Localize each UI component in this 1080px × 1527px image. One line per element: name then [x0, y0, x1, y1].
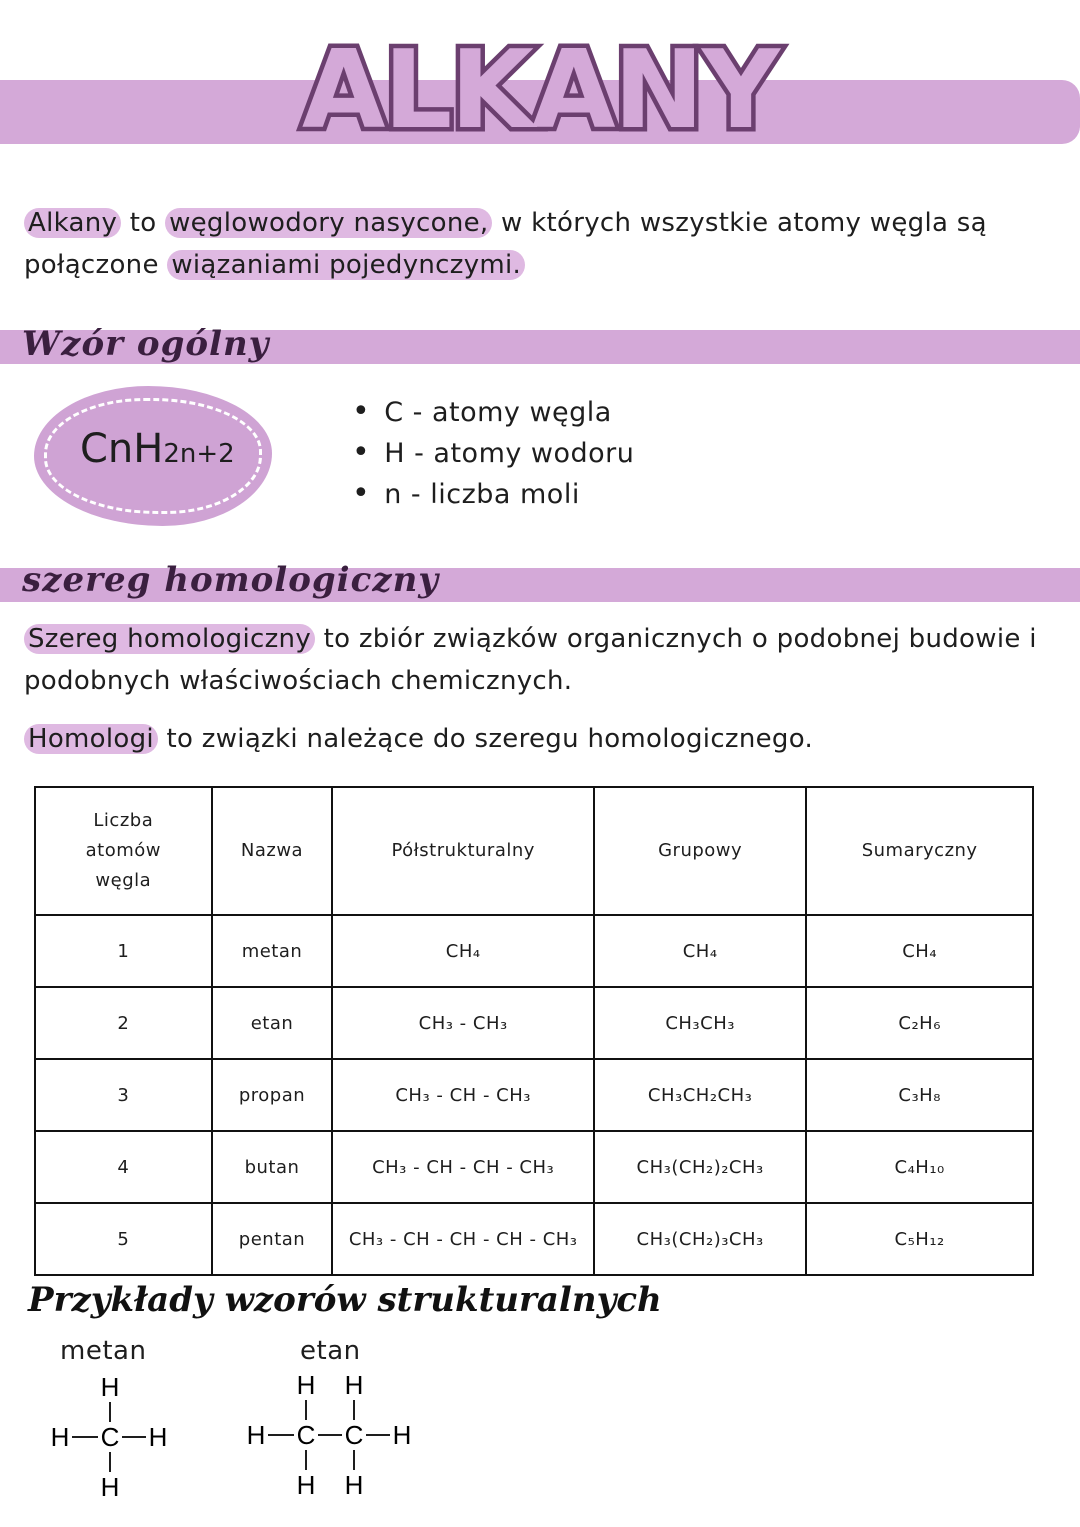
formula-legend [352, 392, 634, 515]
intro-highlight-alkany: Alkany [24, 208, 121, 238]
cell-group: CH₃CH₂CH₃ [594, 1059, 806, 1131]
section-title-homologous-series: szereg homologiczny [22, 560, 440, 600]
cell-group: CH₃(CH₂)₃CH₃ [594, 1203, 806, 1275]
legend-item: • n - liczba moli [352, 474, 634, 515]
general-formula-main: CnH [80, 426, 164, 472]
intro-highlight-bonds: wiązaniami pojedynczymi. [167, 250, 525, 280]
table-row [35, 1203, 1033, 1275]
cell-name: butan [212, 1131, 333, 1203]
atom-h: H [246, 1420, 266, 1450]
table-header-row [35, 787, 1033, 915]
cell-group: CH₃(CH₂)₂CH₃ [594, 1131, 806, 1203]
homologs-definition-text: to związki należące do szeregu homologicznego. [157, 724, 814, 754]
cell-summary: CH₄ [806, 915, 1033, 987]
atom-h: H [344, 1470, 364, 1500]
cell-group: CH₃CH₃ [594, 987, 806, 1059]
header-group: Grupowy [594, 787, 806, 915]
atom-h: H [296, 1370, 316, 1400]
cell-semistructural: CH₄ [332, 915, 594, 987]
atom-c: C [296, 1420, 316, 1450]
intro-text-2: w których wszystkie atomy węgla są połączone [24, 208, 987, 280]
atom-h: H [344, 1370, 364, 1400]
examples-title: Przykłady wzorów strukturalnych [28, 1280, 662, 1320]
table-row [35, 987, 1033, 1059]
cell-summary: C₂H₆ [806, 987, 1033, 1059]
cell-summary: C₅H₁₂ [806, 1203, 1033, 1275]
cell-name: etan [212, 987, 333, 1059]
table-row [35, 1059, 1033, 1131]
header-summary: Sumaryczny [806, 787, 1033, 915]
cell-name: metan [212, 915, 333, 987]
cell-carbon-count: 1 [35, 915, 212, 987]
cell-semistructural: CH₃ - CH₃ [332, 987, 594, 1059]
cell-summary: C₃H₈ [806, 1059, 1033, 1131]
intro-paragraph [24, 202, 1064, 286]
metan-label: metan [60, 1336, 147, 1366]
cell-group: CH₄ [594, 915, 806, 987]
header-carbon-count: Liczba atomów węgla [35, 787, 212, 915]
atom-h: H [100, 1472, 120, 1502]
homologous-definition-text: to zbiór związków organicznych o podobnej budowie i podobnych właściwościach chemicznych. [24, 624, 1037, 696]
table-row [35, 1131, 1033, 1203]
cell-carbon-count: 4 [35, 1131, 212, 1203]
general-formula-subscript: 2n+2 [163, 439, 235, 469]
atom-h: H [392, 1420, 412, 1450]
cell-carbon-count: 3 [35, 1059, 212, 1131]
cell-carbon-count: 2 [35, 987, 212, 1059]
table-row [35, 915, 1033, 987]
formula-blob [34, 386, 272, 526]
legend-item: • C - atomy węgla [352, 392, 634, 433]
cell-semistructural: CH₃ - CH - CH - CH - CH₃ [332, 1203, 594, 1275]
atom-h: H [148, 1422, 168, 1452]
etan-structure [236, 1368, 436, 1508]
cell-semistructural: CH₃ - CH - CH - CH₃ [332, 1131, 594, 1203]
cell-name: pentan [212, 1203, 333, 1275]
atom-h: H [100, 1372, 120, 1402]
homologous-definition [24, 618, 1064, 702]
header-semistructural: Półstrukturalny [332, 787, 594, 915]
header-name: Nazwa [212, 787, 333, 915]
section-title-general-formula: Wzór ogólny [22, 324, 270, 364]
general-formula [80, 426, 235, 472]
homologs-definition [24, 718, 1064, 760]
atom-c: C [100, 1422, 120, 1452]
atom-h: H [296, 1470, 316, 1500]
etan-label: etan [300, 1336, 361, 1366]
page-title: ALKANY [301, 28, 779, 153]
homologous-table [34, 786, 1034, 1276]
cell-semistructural: CH₃ - CH - CH₃ [332, 1059, 594, 1131]
highlight-homologs: Homologi [24, 724, 158, 754]
highlight-homologous-series: Szereg homologiczny [24, 624, 315, 654]
atom-h: H [50, 1422, 70, 1452]
metan-structure [40, 1370, 180, 1510]
atom-c: C [344, 1420, 364, 1450]
cell-name: propan [212, 1059, 333, 1131]
intro-text-1: to [121, 208, 166, 238]
legend-item: • H - atomy wodoru [352, 433, 634, 474]
cell-summary: C₄H₁₀ [806, 1131, 1033, 1203]
cell-carbon-count: 5 [35, 1203, 212, 1275]
intro-highlight-saturated: węglowodory nasycone, [165, 208, 492, 238]
